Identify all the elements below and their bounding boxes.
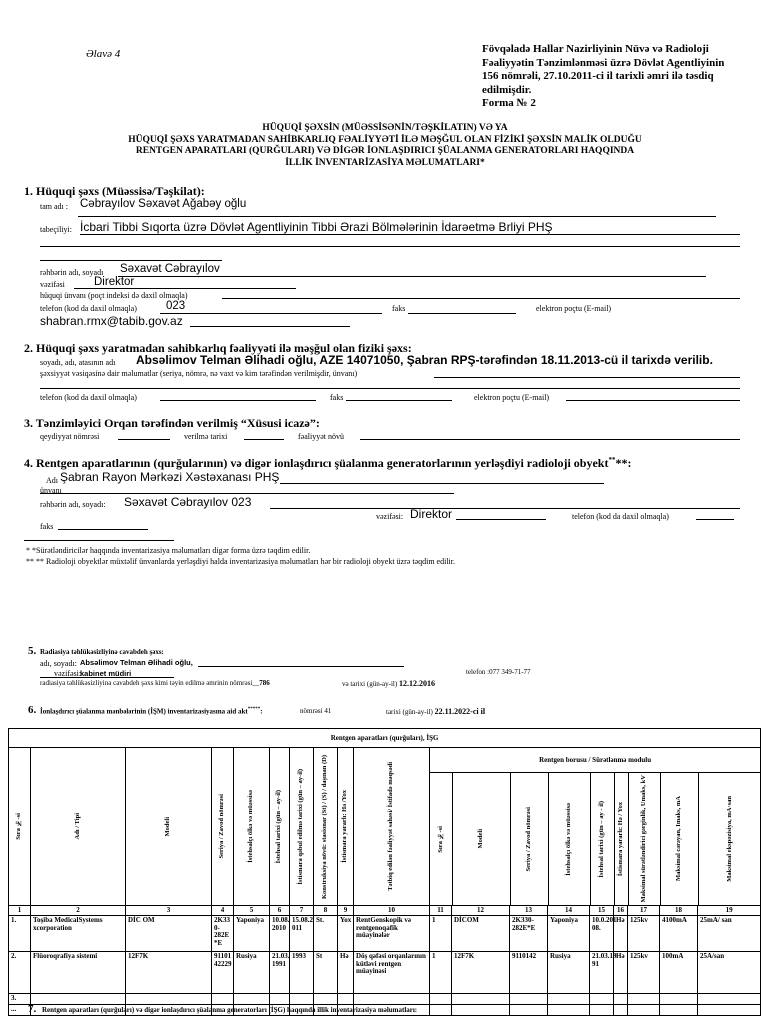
approval-line: Fövqəladə Hallar Nazirliyinin Nüvə və Radioloji [482, 43, 709, 55]
col-header-3 [126, 748, 212, 906]
approval-block [482, 43, 724, 111]
act-date-label: tarixi (gün-ay-il) [386, 708, 433, 716]
table-cell: 25A/san [698, 952, 761, 994]
s4-position-line [456, 519, 546, 520]
col-header-text: Maksimal ekspozisiya, mA·san [725, 796, 733, 882]
table-cell [590, 994, 614, 1005]
title-line: RENTGEN APARATLARI (QURĞULARI) VƏ DİGƏR İONLAŞDIRICI ŞÜALANMA GENERATORLARI HAQQINDA [135, 146, 635, 156]
table-cell: 15.08.2 011 [290, 916, 314, 952]
table-cell [338, 994, 354, 1005]
table-row [9, 994, 761, 1005]
s2-id-label: şəxsiyyət vəsiqəsinə dair məlumatlar (seriya, nömrə, nə vaxt və kim tərəfindən verilmişdir, ünvanı) [40, 369, 358, 378]
issue-date-line [244, 439, 284, 440]
reg-label: qeydiyyat nömrəsi [40, 432, 100, 441]
table-cell: 9110142 [510, 952, 548, 994]
s5-order: radiasiya təhlükəsizliyinə cavabdeh şəxs kimi təyin edilmə əmrinin nömrəsi__786 [40, 679, 270, 687]
section-6-heading: İonlaşdırıcı şüalanma mənbələrinin (İŞM) inventarizasiyasına aid akt*****: [40, 707, 263, 716]
col-number: 1 [9, 906, 31, 916]
col-header-text: İstehsal tarixi (gün – ay-il) [275, 789, 283, 864]
approval-line: edilmişdir. [482, 83, 532, 96]
head-label: rəhbərin adı, soyadı [40, 268, 104, 277]
col-number: 12 [452, 906, 510, 916]
reg-line [118, 439, 170, 440]
phone-value: 023 [166, 300, 186, 312]
s2-phone-label: telefon (kod da daxil olmaqla) [40, 393, 137, 402]
s4-name-value: Şabran Rayon Mərkəzi Xəstəxanası PHŞ [60, 470, 280, 484]
col-number: 7 [290, 906, 314, 916]
section-4-heading-end: **: [615, 456, 632, 470]
table-cell: Hə [614, 952, 628, 994]
col-number: 16 [614, 906, 628, 916]
s4-position-value: Direktor [410, 507, 453, 521]
table-cell: 12F7K [126, 952, 212, 994]
s5-name-label: adı, soyadı: [40, 659, 77, 668]
table-cell: 100mA [660, 952, 698, 994]
s5-name-line [198, 666, 404, 667]
table-cell [234, 994, 270, 1005]
s5-order-date [342, 679, 435, 688]
s4-name-line [280, 483, 604, 484]
col-header-18 [660, 773, 698, 905]
s5-phone-value: 077 349-71-77 [489, 668, 531, 676]
phone-line [160, 313, 382, 314]
table-cell: 12F7K [452, 952, 510, 994]
table-cell [698, 1005, 761, 1016]
table-cell [548, 994, 590, 1005]
col-header-text: Maksimal cərəyan, Imaks, mA [674, 796, 682, 882]
col-header-text: İstehsalçı ölkə və müəssisə [564, 802, 572, 876]
table-cell: Toşiba MedicalSystems xcorporation [31, 916, 126, 952]
table-cell [698, 994, 761, 1005]
head-line [118, 276, 706, 277]
col-header-text: İstismara yararlı: Hə / Yox [616, 801, 624, 877]
section-7-number: 7. [28, 1003, 37, 1015]
table-cell [430, 994, 452, 1005]
col-header-text: İstismara qəbul edilmə tarixi (gün – ay-il) [297, 768, 305, 885]
col-number: 11 [430, 906, 452, 916]
blank-line [40, 260, 222, 261]
s5-order-date-value: 12.12.2016 [398, 679, 435, 688]
title-line: İLLİK İNVENTARİZASİYA MƏLUMATLARI* [285, 157, 485, 168]
table-cell: Yox [338, 916, 354, 952]
col-number: 10 [354, 906, 430, 916]
fullname-label: tam adı : [40, 202, 68, 211]
s2-phone-line [160, 400, 316, 401]
table-cell [614, 994, 628, 1005]
section-5-heading: Radiasiya təhlükəsizliyinə cavabdeh şəxs: [40, 648, 164, 656]
s5-order-number: 786 [259, 679, 270, 687]
col-number: 13 [510, 906, 548, 916]
col-header-11 [430, 773, 452, 905]
activity-line [360, 439, 740, 440]
act-number-value: 41 [324, 707, 332, 715]
section-4-heading [24, 456, 631, 471]
col-number: 3 [126, 906, 212, 916]
table-cell: 3. [9, 994, 31, 1005]
table-cell [614, 1005, 628, 1016]
s4-fax-label: faks [40, 522, 54, 531]
s5-phone [466, 668, 531, 676]
table-cell: 21.03. 1991 [270, 952, 290, 994]
table-cell [628, 994, 660, 1005]
head-value: Səxavət Cəbrayılov [120, 263, 220, 275]
s5-position-line [40, 677, 174, 678]
col-number: 6 [270, 906, 290, 916]
s4-head-value: Səxavət Cəbrayılov 023 [124, 495, 252, 509]
fax-line [408, 313, 516, 314]
col-header-2 [31, 748, 126, 906]
col-header-text: Tətbiq edilən fəaliyyət sahəsi/ İstifadə məqsədi [387, 762, 395, 891]
table-cell: 25mA/ san [698, 916, 761, 952]
col-header-7 [290, 748, 314, 906]
position-value: Direktor [94, 276, 135, 288]
table-cell [510, 994, 548, 1005]
table-cell: 21.03.19 91 [590, 952, 614, 994]
table-cell [510, 1005, 548, 1016]
table-group-title: Rentgen aparatları (qurğuları), İŞG [9, 729, 761, 748]
tube-group [430, 748, 761, 906]
tube-subheaders [430, 773, 761, 905]
subordinate-value: İcbari Tibbi Sıqorta üzrə Dövlət Agentliyinin Tibbi Ərazi Bölmələrinin İdarəetmə Brliyi PHŞ [80, 220, 553, 234]
title-line: HÜQUQİ ŞƏXSİN (MÜƏSSİSƏNİN/TƏŞKİLATIN) VƏ YA [262, 123, 508, 133]
position-line [74, 288, 296, 289]
col-header-16 [614, 773, 628, 905]
col-header-4 [212, 748, 234, 906]
col-header-text: İstehsal tarixi (gün – ay - il) [597, 800, 605, 878]
table-cell: 1993 [290, 952, 314, 994]
table-cell: Yaponiya [548, 916, 590, 952]
table-cell: St [314, 952, 338, 994]
blank-line [40, 388, 740, 389]
address-label: hüquqi ünvanı (poçt indeksi də daxil olmaqla) [40, 291, 188, 300]
fullname-line [78, 216, 716, 217]
section-3-heading: 3. Tənzimləyici Orqan tərəfindən verilmiş “Xüsusi icazə”: [24, 416, 320, 430]
s2-fax-line [346, 400, 452, 401]
table-cell: DİC OM [126, 916, 212, 952]
table-cell [548, 1005, 590, 1016]
table-cell: Döş qəfəsi orqanlarının kütləvi rentgen müayinəsi [354, 952, 430, 994]
section-6-number: 6. [28, 704, 37, 716]
col-number: 2 [31, 906, 126, 916]
table-cell: 125kv [628, 952, 660, 994]
table-cell [31, 994, 126, 1005]
table-cell: Rusiya [234, 952, 270, 994]
position-label: vəzifəsi [40, 280, 65, 289]
col-header-text: Maksimal sürətləndirici gərginlik, Umaks, kV [639, 775, 647, 903]
table-cell [628, 1005, 660, 1016]
col-header-text: İstismara yararlı: Hə /Yox [341, 790, 349, 863]
col-header-text: Sıra №-si [15, 813, 23, 840]
table-cell [126, 994, 212, 1005]
col-number: 17 [628, 906, 660, 916]
phone-label: telefon (kod da daxil olmaqla) [40, 304, 137, 313]
section-5-number: 5. [28, 645, 37, 657]
email-label: elektron poçtu (E-mail) [536, 304, 612, 313]
s4-fax-line [58, 529, 148, 530]
section-6-sup: ***** [247, 707, 261, 712]
s5-order-date-label: və tarixi (gün-ay-il) [342, 680, 398, 688]
s5-position-label: vəzifəsi: [54, 669, 82, 678]
footnote-1: * *Sürətləndiricilər haqqında inventarizasiya məlumatları digər forma üzrə təqdim edilir. [26, 546, 311, 555]
table-cell [290, 994, 314, 1005]
col-header-14 [548, 773, 590, 905]
column-number-row [9, 906, 761, 916]
s2-email-label: elektron poçtu (E-mail) [474, 393, 550, 402]
table-cell: 125kv [628, 916, 660, 952]
subordinate-label: tabeçiliyi: [40, 225, 72, 234]
s4-head-line [270, 508, 740, 509]
appendix-label: Əlavə 4 [86, 48, 121, 60]
act-date [386, 707, 485, 716]
act-date-value: 22.11.2022-ci il [434, 707, 486, 716]
s2-email-line [566, 400, 740, 401]
table-cell [590, 1005, 614, 1016]
table-cell [270, 994, 290, 1005]
document-title [40, 123, 730, 169]
col-header-1 [9, 748, 31, 906]
address-line [222, 298, 740, 299]
table-cell: Hə [338, 952, 354, 994]
col-header-17 [628, 773, 660, 905]
approval-line: Fəaliyyətin Tənzimlənməsi üzrə Dövlət Agentliyinin [482, 56, 725, 69]
col-header-text: Adı / Tipi [73, 813, 81, 840]
table-cell: 4100mA [660, 916, 698, 952]
col-header-text: Konstruksiya növü: stasionar (St) / (S) / daşınan (D) [321, 754, 329, 899]
section-6-heading-text: İonlaşdırıcı şüalanma mənbələrinin (İŞM) inventarizasiyasına aid akt [40, 707, 248, 716]
table-cell: 10.08. 2010 [270, 916, 290, 952]
s4-phone-line [696, 519, 734, 520]
table-cell: RentGenskopik və rentgenoqafik müayinələr [354, 916, 430, 952]
blank-line [40, 246, 740, 247]
col-header-8 [314, 748, 338, 906]
act-number [300, 707, 331, 715]
section-1-heading: 1. Hüquqi şəxs (Müəssisə/Təşkilat): [24, 184, 205, 198]
s4-position-label: vəzifəsi: [376, 512, 404, 521]
s4-address-label: ünvanı [40, 486, 62, 495]
subordinate-line [80, 234, 740, 235]
s2-name-value: Absəlimov Telman Əlihadi oğlu, AZE 14071050, Şabran RPŞ-tərəfindən 18.11.2013-cü il tarixdə verilib. [136, 353, 713, 367]
col-number: 15 [590, 906, 614, 916]
s2-fax-label: faks [330, 393, 344, 402]
col-header-5 [234, 748, 270, 906]
table-cell [354, 994, 430, 1005]
table-cell [452, 1005, 510, 1016]
section-2-heading: 2. Hüquqi şəxs yaratmadan sahibkarlıq fəaliyyəti ilə məşğul olan fiziki şəxs: [24, 341, 412, 355]
table-row [9, 916, 761, 952]
act-number-label: nömrəsi [300, 707, 323, 715]
title-line: HÜQUQİ ŞƏXS YARATMADAN SAHİBKARLIQ FƏALİYYƏTİ İLƏ MƏŞĞUL OLAN FİZİKİ ŞƏXSİN MALİK OLDUĞU [128, 134, 642, 145]
s2-name-label: soyadı, adı, atasının adı [40, 358, 116, 367]
col-header-9 [338, 748, 354, 906]
col-number: 5 [234, 906, 270, 916]
issue-date-label: verilmə tarixi [184, 432, 228, 441]
table-cell: 91101 42229 [212, 952, 234, 994]
table-cell: 1 [430, 952, 452, 994]
col-header-text: Seriya / Zavod nömrəsi [524, 806, 532, 872]
col-header-12 [452, 773, 510, 905]
blank-line [40, 493, 454, 494]
email-value: shabran.rmx@tabib.gov.az [40, 314, 183, 328]
table-body [9, 916, 761, 1016]
s5-phone-label: telefon : [466, 668, 490, 676]
footnote-separator [24, 540, 174, 541]
col-number: 9 [338, 906, 354, 916]
table-row [9, 952, 761, 994]
s5-position-value: kabinet müdiri [80, 669, 132, 678]
table-cell: Flüoroqrafiya sistemi [31, 952, 126, 994]
activity-label: fəaliyyət növü [298, 432, 344, 441]
table-cell: ... [9, 1005, 31, 1016]
col-header-text: Sıra №-si [436, 825, 444, 853]
footnote-2: ** ** Radioloji obyektlər müxtəlif ünvanlarda yerləşdiyi halda inventarizasiya məlumatları hər bir radioloji obyekt üzrə təqdim edilir. [26, 557, 455, 566]
s5-order-label: radiasiya təhlükəsizliyinə cavabdeh şəxs kimi təyin edilmə əmrinin nömrəsi [40, 679, 253, 687]
col-header-6 [270, 748, 290, 906]
table-cell: 2. [9, 952, 31, 994]
col-header-15 [590, 773, 614, 905]
table-cell: 1 [430, 916, 452, 952]
table-cell [660, 1005, 698, 1016]
s5-name-value: Absəlimov Telman Əlihadi oğlu, [80, 658, 193, 667]
table-cell [430, 1005, 452, 1016]
col-header-text: İstehsalçı ölkə və müəssisə [247, 790, 255, 863]
section-4-heading-text: 4. Rentgen aparatlarının (qurğularının) və digər ionlaşdırıcı şüalanma generatorlarının yerləşdiyi radioloji obyekt [24, 456, 609, 470]
table-cell: Rusiya [548, 952, 590, 994]
tube-group-title: Rentgen borusu / Sürətlənmə modulu [430, 748, 760, 773]
col-header-10 [354, 748, 430, 906]
table-cell [212, 994, 234, 1005]
table-cell: DİCOM [452, 916, 510, 952]
col-header-text: Seriya / Zavod nömrəsi [218, 794, 226, 859]
table-cell: 1. [9, 916, 31, 952]
table-cell: St. [314, 916, 338, 952]
fullname-value: Cəbrayılov Səxavət Ağabəy oğlu [80, 198, 247, 210]
table-cell [314, 994, 338, 1005]
col-number: 4 [212, 906, 234, 916]
fax-label: faks [392, 304, 406, 313]
s4-name-label: Adı [46, 476, 58, 485]
col-number: 19 [698, 906, 761, 916]
s4-phone-label: telefon (kod da daxil olmaqla) [572, 512, 669, 521]
table-cell: 10.0.201 08. [590, 916, 614, 952]
approval-line: 156 nömrəli, 27.10.2011-ci il tarixli əmri ilə təsdiq [482, 70, 714, 82]
section-4-heading-sup: ** [608, 456, 616, 464]
table-cell: Yaponiya [234, 916, 270, 952]
inventory-table [8, 728, 761, 1016]
col-number: 8 [314, 906, 338, 916]
table-cell: Hə [614, 916, 628, 952]
table-cell: 2K330-282E*E [510, 916, 548, 952]
section-7-text: Rentgen aparatları (qurğuları) və digər ionlaşdırıcı şüalanma generatorları (İŞG) haqqında illik inventarizasiya məlumatları: [42, 1006, 418, 1014]
table-cell [452, 994, 510, 1005]
col-number: 18 [660, 906, 698, 916]
s4-head-label: rəhbərin adı, soyadı: [40, 500, 106, 509]
col-header-text: Modeli [164, 816, 172, 837]
col-number: 14 [548, 906, 590, 916]
s2-id-line [434, 377, 740, 378]
col-header-13 [510, 773, 548, 905]
col-header-text: Modeli [476, 829, 484, 849]
form-number: Forma № 2 [482, 97, 536, 109]
email-line [190, 326, 350, 327]
col-header-19 [698, 773, 761, 905]
table-cell [660, 994, 698, 1005]
table-cell: 2K33 0-282E *E [212, 916, 234, 952]
